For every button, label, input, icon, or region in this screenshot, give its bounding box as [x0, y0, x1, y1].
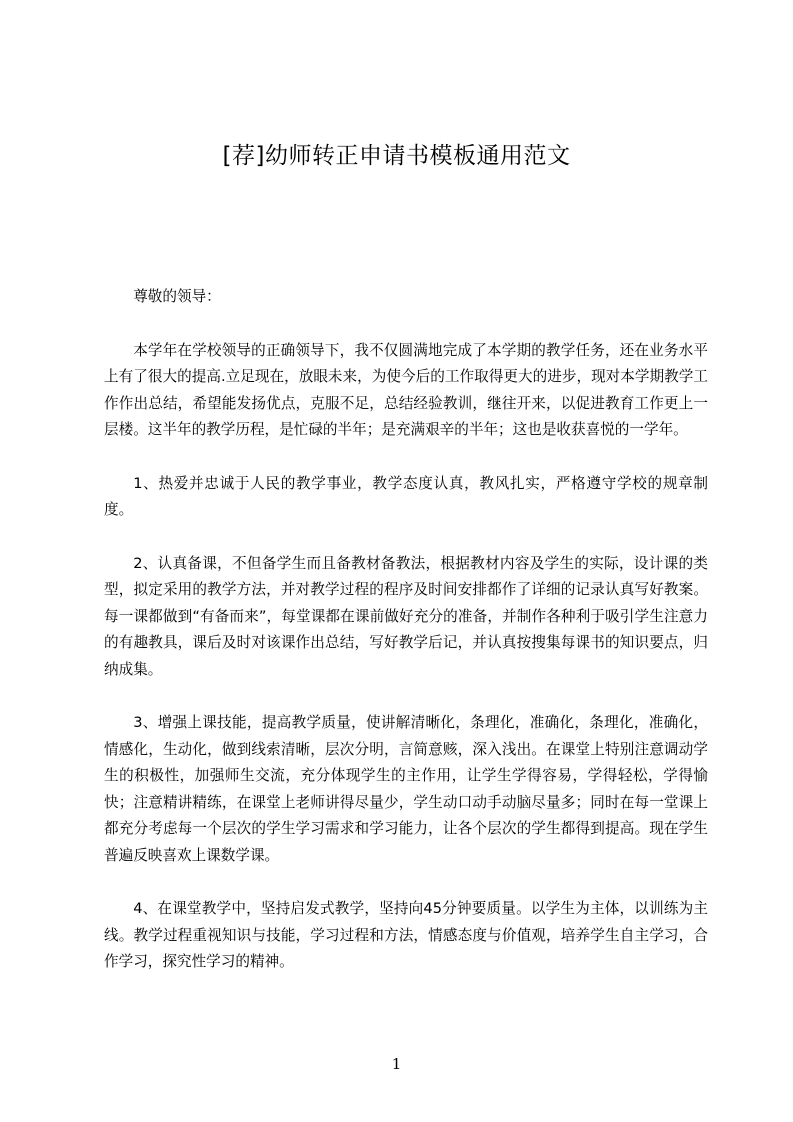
document-title: [荐]幼师转正申请书模板通用范文 [222, 143, 571, 169]
paragraph-item-3: 3、增强上课技能，提高教学质量，使讲解清晰化，条理化，准确化，条理化，准确化，情感化，生动化，做到线索清晰，层次分明，言简意赅，深入浅出。在课堂上特别注意调动学生的积极性，加强师生交流，充分体现学生的主作用，让学生学得容易，学得轻松，学得愉快；注意精讲精练，在课堂上老师讲得尽量少，学生动口动手动脑尽量多；同时在每一堂课上都充分考虑每一个层次的学生学习需求和学习能力，让各个层次的学生都得到提高。现在学生普遍反映喜欢上课数学课。 [104, 714, 708, 864]
paragraph-item-1: 1、热爱并忠诚于人民的教学事业，教学态度认真，教风扎实，严格遵守学校的规章制度。 [104, 474, 708, 518]
paragraph-item-4: 4、在课堂教学中，坚持启发式教学，坚持向45分钟要质量。以学生为主体，以训练为主线。教学过程重视知识与技能，学习过程和方法，情感态度与价值观，培养学生自主学习，合作学习，探究性学习的精神。 [104, 900, 708, 970]
salutation: 尊敬的领导： [133, 288, 221, 305]
paragraph-intro: 本学年在学校领导的正确领导下，我不仅圆满地完成了本学期的教学任务，还在业务水平上有了很大的提高.立足现在，放眼未来，为使今后的工作取得更大的进步，现对本学期教学工作作出总结，希望能发扬优点，克服不足，总结经验教训，继往开来，以促进教育工作更上一层楼。这半年的教学历程，是忙碌的半年；是充满艰辛的半年；这也是收获喜悦的一学年。 [104, 341, 708, 438]
document-body [104, 284, 708, 1003]
paragraph-item-2: 2、认真备课，不但备学生而且备教材备教法，根据教材内容及学生的实际，设计课的类型，拟定采用的教学方法，并对教学过程的程序及时间安排都作了详细的记录认真写好教案。每一课都做到“有备而来”，每堂课都在课前做好充分的准备，并制作各种利于吸引学生注意力的有趣教具，课后及时对该课作出总结，写好教学后记，并认真按搜集每课书的知识要点，归纳成集。 [104, 554, 708, 678]
page-number: 1 [391, 1055, 402, 1073]
